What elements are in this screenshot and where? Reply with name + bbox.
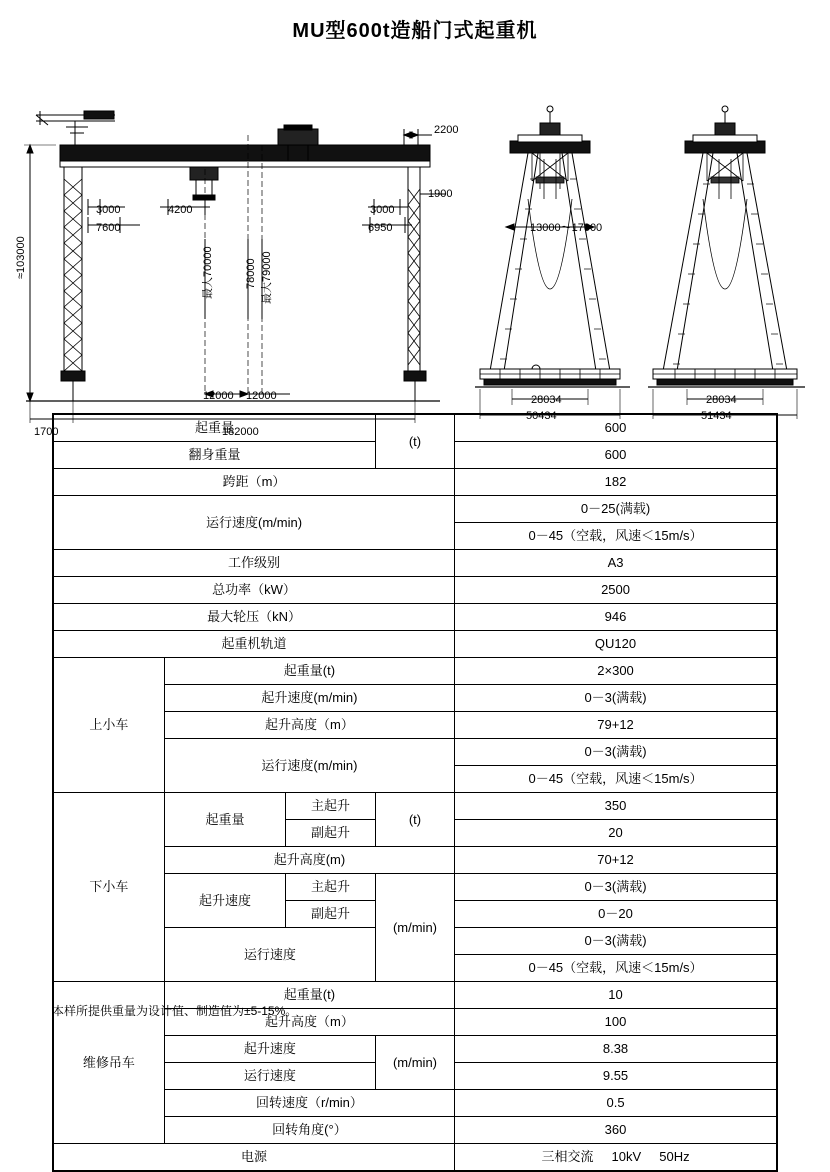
power-voltage: 10kV: [611, 1149, 642, 1164]
row-label-mc-slew-angle: 回转角度(°）: [164, 1117, 454, 1144]
row-label-total-power: 总功率（kW）: [53, 577, 455, 604]
value-ut-travel-speed-loaded: 0－3(满载): [455, 739, 777, 766]
row-label-ut-hoist-speed: 起升速度(m/min): [164, 685, 454, 712]
row-sub-lt-hs-main: 主起升: [286, 874, 376, 901]
row-label-work-class: 工作级别: [53, 550, 455, 577]
row-label-crane-rail: 起重机轨道: [53, 631, 455, 658]
table-row: [53, 496, 777, 523]
power-frequency: 50Hz: [659, 1149, 690, 1164]
value-ut-travel-speed-empty: 0－45（空载，风速＜15m/s）: [455, 766, 777, 793]
dim-28034-left: 28034: [531, 394, 562, 406]
row-sub-lt-hs-aux: 副起升: [286, 901, 376, 928]
value-lt-main-capacity: 350: [455, 793, 777, 820]
dim-12000-a: 12000: [203, 390, 234, 402]
group-maintenance-crane: 维修吊车: [53, 982, 164, 1144]
row-label-travel-speed: 运行速度(m/min): [53, 496, 455, 550]
row-label-lt-hoist-height: 起升高度(m): [164, 847, 454, 874]
dim-103000: ≈103000: [15, 236, 27, 279]
value-max-wheel-load: 946: [455, 604, 777, 631]
footer-note: 本样所提供重量为设计值、制造值为±5-15%。: [52, 1004, 298, 1018]
unit-t: (t): [375, 414, 454, 469]
unit-lt-t: (t): [375, 793, 454, 847]
row-label-power-supply: 电源: [53, 1144, 455, 1172]
dim-4200: 4200: [168, 204, 193, 216]
row-label-mc-capacity: 起重量(t): [164, 982, 454, 1009]
dim-max-79000: 最大79000: [261, 251, 273, 304]
row-label-lt-travel-speed: 运行速度: [164, 928, 375, 982]
row-label-mc-hoist-speed: 起升速度: [164, 1036, 375, 1063]
dim-1900: 1900: [428, 188, 453, 200]
value-crane-rail: QU120: [455, 631, 777, 658]
row-label-mc-hoist-height: 起升高度（m）: [164, 1009, 454, 1036]
row-label-mc-travel-speed: 运行速度: [164, 1063, 375, 1090]
value-travel-speed-loaded: 0－25(满载): [455, 496, 777, 523]
row-label-mc-slew-speed: 回转速度（r/min）: [164, 1090, 454, 1117]
value-ut-hoist-height: 79+12: [455, 712, 777, 739]
row-label-ut-capacity: 起重量(t): [164, 658, 454, 685]
value-ut-capacity: 2×300: [455, 658, 777, 685]
value-travel-speed-empty: 0－45（空载，风速＜15m/s）: [455, 523, 777, 550]
dim-3000-right: 3000: [370, 204, 395, 216]
row-label-span: 跨距（m）: [53, 469, 455, 496]
value-mc-slew-speed: 0.5: [455, 1090, 777, 1117]
row-sub-lt-main-hoist: 主起升: [286, 793, 376, 820]
row-label-ut-travel-speed: 运行速度(m/min): [164, 739, 454, 793]
value-ut-hoist-speed: 0－3(满载): [455, 685, 777, 712]
value-lt-travel-speed-loaded: 0－3(满载): [455, 928, 777, 955]
dim-max-70000: 最大70000: [202, 246, 214, 299]
page-title: MU型600t造船门式起重机: [292, 20, 538, 42]
value-span: 182: [455, 469, 777, 496]
group-upper-trolley: 上小车: [53, 658, 164, 793]
table-row: [53, 414, 777, 442]
row-label-ut-hoist-height: 起升高度（m）: [164, 712, 454, 739]
dim-13000-17000: 13000～17000: [530, 222, 603, 234]
dim-12000-b: 12000: [246, 390, 277, 402]
spec-table: [52, 413, 778, 1172]
table-row: [53, 577, 777, 604]
table-row: [53, 1144, 777, 1172]
dim-1700: 1700: [34, 426, 59, 438]
value-total-power: 2500: [455, 577, 777, 604]
value-mc-travel-speed: 9.55: [455, 1063, 777, 1090]
row-sub-lt-aux-hoist: 副起升: [286, 820, 376, 847]
power-phase: 三相交流: [541, 1149, 594, 1164]
dim-50434: 50434: [526, 410, 557, 422]
dim-3000-left: 3000: [96, 204, 121, 216]
spec-table-wrap: [52, 413, 778, 1172]
dim-6950: 6950: [368, 222, 393, 234]
value-power-supply: [455, 1144, 777, 1172]
dim-7600: 7600: [96, 222, 121, 234]
dim-78000: 78000: [245, 258, 257, 289]
unit-mc-mmin: (m/min): [375, 1036, 454, 1090]
group-lower-trolley: 下小车: [53, 793, 164, 982]
value-lt-travel-speed-empty: 0－45（空载，风速＜15m/s）: [455, 955, 777, 982]
table-row: [53, 550, 777, 577]
dim-28034-right: 28034: [706, 394, 737, 406]
value-lt-aux-hoist-speed: 0－20: [455, 901, 777, 928]
value-lt-hoist-height: 70+12: [455, 847, 777, 874]
dim-2200: 2200: [434, 124, 459, 136]
table-row: [53, 793, 777, 820]
value-mc-hoist-speed: 8.38: [455, 1036, 777, 1063]
value-lifting-capacity: 600: [455, 414, 777, 442]
value-lt-aux-capacity: 20: [455, 820, 777, 847]
table-row: [53, 658, 777, 685]
dim-182000: 182000: [222, 426, 259, 438]
table-row: [53, 469, 777, 496]
row-label-max-wheel-load: 最大轮压（kN）: [53, 604, 455, 631]
row-label-lt-capacity: 起重量: [164, 793, 285, 847]
value-mc-hoist-height: 100: [455, 1009, 777, 1036]
value-mc-slew-angle: 360: [455, 1117, 777, 1144]
row-label-lifting-capacity: 起重量: [53, 414, 375, 442]
table-row: [53, 631, 777, 658]
value-lt-main-hoist-speed: 0－3(满载): [455, 874, 777, 901]
row-label-turnover-weight: 翻身重量: [53, 442, 375, 469]
dim-51434: 51434: [701, 410, 732, 422]
unit-lt-mmin: (m/min): [375, 874, 454, 982]
table-row: [53, 604, 777, 631]
value-work-class: A3: [455, 550, 777, 577]
row-label-lt-hoist-speed: 起升速度: [164, 874, 285, 928]
value-turnover-weight: 600: [455, 442, 777, 469]
value-mc-capacity: 10: [455, 982, 777, 1009]
